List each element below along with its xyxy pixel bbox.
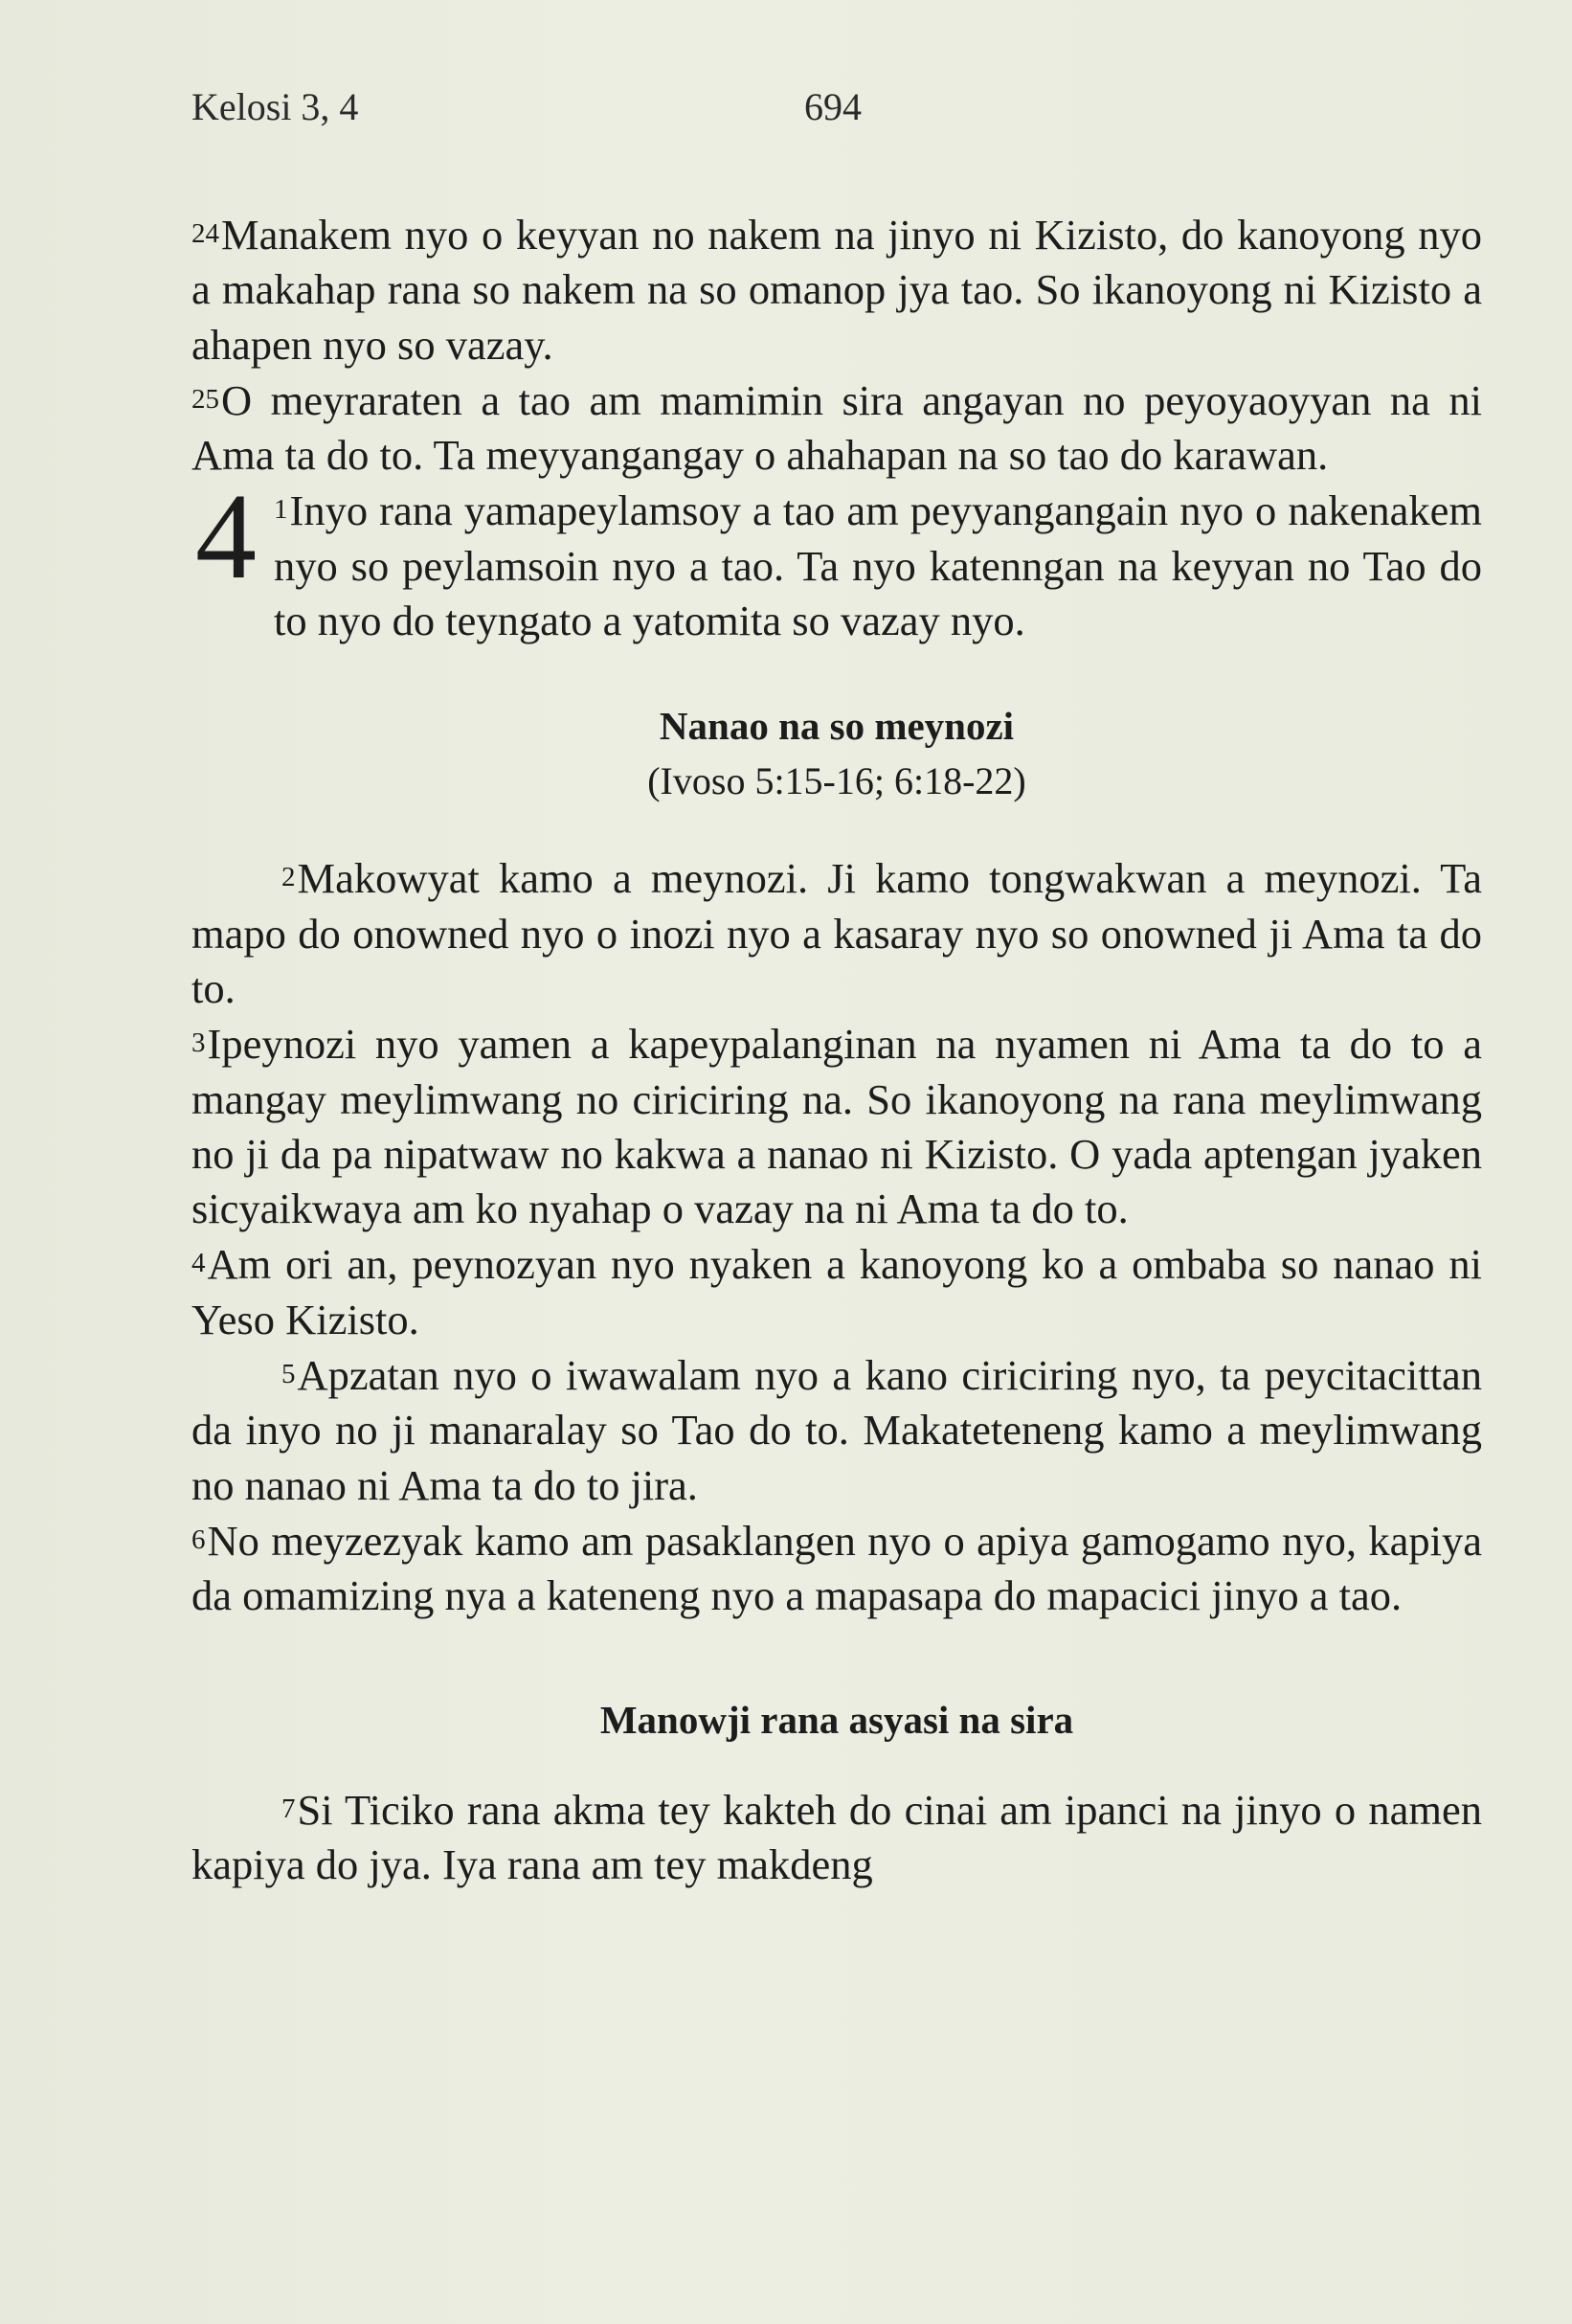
verse-text: Manakem nyo o keyyan no nakem na jinyo ni Kizisto, do kanoyong nyo a makahap rana so nakem na so omanop jya tao. So ikanoyong ni Kizisto a ahapen nyo so vazay. [191, 211, 1482, 369]
verse-text: Makowyat kamo a meynozi. Ji kamo tongwakwan a meynozi. Ta mapo do onowned nyo o inozi nyo a kasaray nyo so onowned ji Ama ta do to. [191, 854, 1482, 1012]
verse-number: 4 [191, 1248, 206, 1279]
verse-4-1 [191, 468, 1482, 648]
verse-number: 24 [191, 218, 219, 249]
verse-text: Si Ticiko rana akma tey kakteh do cinai am ipanci na jinyo o namen kapiya do jya. Iya rana am tey makdeng [191, 1785, 1482, 1888]
verse-4-7 [191, 1782, 1482, 1893]
verse-text: Inyo rana yamapeylamsoy a tao am peyyangangain nyo o nakenakem nyo so peylamsoin nyo a tao. Ta nyo katenngan na keyyan no Tao do to nyo do teyngato a yatomita so vazay nyo. [274, 486, 1482, 645]
page-header [191, 84, 1484, 142]
verse-text: Ipeynozi nyo yamen a kapeypalanginan na nyamen ni Ama ta do to a mangay meylimwang no ciriciring na. So ikanoyong na rana meylimwang no ji da pa nipatwaw no kakwa a nanao ni Kizisto. O yada aptengan jyaken sicyaikwaya am ko nyahap o vazay na ni Ama ta do to. [191, 1020, 1482, 1233]
verse-number: 1 [274, 494, 288, 526]
section-heading: Nanao na so meynozi [659, 704, 1015, 749]
verse-number: 6 [191, 1523, 206, 1555]
verse-number: 3 [191, 1027, 206, 1059]
verse-4-3 [191, 1016, 1482, 1236]
verse-text: O meyraraten a tao am mamimin sira angayan no peyoyaoyyan na ni Ama ta do to. Ta meyyangangay o ahahapan na so tao do karawan. [191, 375, 1482, 480]
verse-4-4 [191, 1236, 1482, 1347]
verse-number: 25 [191, 383, 219, 415]
running-head: Kelosi 3, 4 [191, 85, 359, 128]
chapter-4-opening [191, 468, 1482, 648]
verse-4-2 [191, 850, 1482, 1016]
verse-number: 2 [281, 862, 296, 893]
verse-number: 5 [281, 1359, 296, 1390]
verse-text: Apzatan nyo o iwawalam nyo a kano ciriciring nyo, ta peycitacittan da inyo no ji manaralay so Tao do to. Makateteneng kamo a meylimwang no nanao ni Ama ta do to jira. [191, 1351, 1482, 1509]
chapter-number: 4 [195, 468, 257, 605]
body-text [191, 207, 1482, 1892]
verse-4-5 [191, 1347, 1482, 1513]
verse-4-6 [191, 1513, 1482, 1624]
verse-number: 7 [281, 1793, 296, 1824]
cross-reference: (Ivoso 5:15-16; 6:18-22) [647, 759, 1026, 803]
verse-25 [191, 372, 1482, 484]
section-heading: Manowji rana asyasi na sira [599, 1697, 1074, 1742]
verse-text: No meyzezyak kamo am pasaklangen nyo o apiya gamogamo nyo, kapiya da omamizing nya a kateneng nyo a mapasapa do mapacici jinyo a tao. [191, 1516, 1482, 1620]
page-number: 694 [804, 85, 862, 128]
verse-text: Am ori an, peynozyan nyo nyaken a kanoyong ko a ombaba so nanao ni Yeso Kizisto. [191, 1240, 1482, 1343]
verse-24 [191, 207, 1482, 372]
